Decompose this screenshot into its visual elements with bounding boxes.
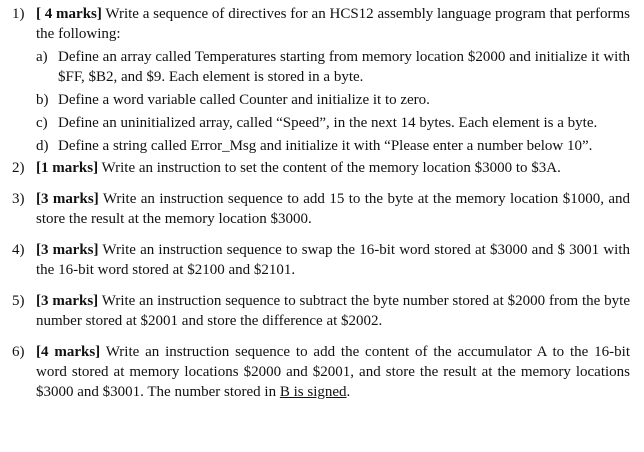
- marks-label: [1 marks]: [36, 160, 99, 176]
- question-number: 4): [12, 242, 25, 258]
- sub-question-letter: c): [36, 115, 48, 131]
- question-body: [36, 158, 630, 178]
- question-number: 1): [12, 6, 25, 22]
- sub-question-text: Define a word variable called Counter and initialize it to zero.: [58, 92, 430, 108]
- question-number: 5): [12, 293, 25, 309]
- marks-label: [3 marks]: [36, 242, 99, 258]
- question-number: 3): [12, 191, 25, 207]
- question-1: [12, 4, 630, 156]
- question-body: [36, 291, 630, 331]
- question-body: [36, 240, 630, 280]
- question-body: [36, 189, 630, 229]
- sub-question-a: [36, 47, 630, 87]
- marks-label: [ 4 marks]: [36, 6, 102, 22]
- question-2: [12, 158, 630, 178]
- question-body: [36, 4, 630, 156]
- question-text-tail: .: [346, 384, 351, 400]
- question-text: Write an instruction sequence to add 15 to the byte at the memory location $1000, and store the result at the memory location $3000.: [36, 191, 630, 227]
- question-number: 2): [12, 160, 25, 176]
- sub-question-b: [36, 90, 630, 110]
- question-6: [12, 342, 630, 402]
- sub-question-letter: a): [36, 49, 48, 65]
- sub-question-letter: d): [36, 138, 49, 154]
- sub-question-text: Define an array called Temperatures starting from memory location $2000 and initialize it with $FF, $B2, and $9. Each element is stored in a byte.: [58, 49, 630, 85]
- question-text: Write an instruction to set the content of the memory location $3000 to $3A.: [98, 160, 561, 176]
- sub-question-text: Define an uninitialized array, called “Speed”, in the next 14 bytes. Each element is a byte.: [58, 115, 598, 131]
- sub-question-c: [36, 113, 630, 133]
- question-body: [36, 342, 630, 402]
- marks-label: [3 marks]: [36, 293, 99, 309]
- question-text: Write an instruction sequence to swap the 16-bit word stored at $3000 and $ 3001 with the 16-bit word stored at $2100 and $2101.: [36, 242, 630, 278]
- sub-question-letter: b): [36, 92, 49, 108]
- question-text: Write a sequence of directives for an HCS12 assembly language program that performs the following:: [36, 6, 630, 42]
- sub-question-d: [36, 136, 630, 156]
- marks-label: [3 marks]: [36, 191, 99, 207]
- sub-question-text: Define a string called Error_Msg and initialize it with “Please enter a number below 10”.: [58, 138, 593, 154]
- marks-label: [4 marks]: [36, 344, 101, 360]
- underlined-text: B is signed: [279, 384, 347, 400]
- question-3: [12, 189, 630, 229]
- question-number: 6): [12, 344, 25, 360]
- sub-question-list: [36, 47, 630, 156]
- question-5: [12, 291, 630, 331]
- question-4: [12, 240, 630, 280]
- question-text: Write an instruction sequence to subtract the byte number stored at $2000 from the byte number stored at $2001 and store the difference at $2002.: [36, 293, 630, 329]
- question-text: Write an instruction sequence to add the content of the accumulator A to the 16-bit word stored at memory locations $2000 and $2001, and store the result at the memory locations $3000 and $3001. The number stored in: [36, 344, 631, 400]
